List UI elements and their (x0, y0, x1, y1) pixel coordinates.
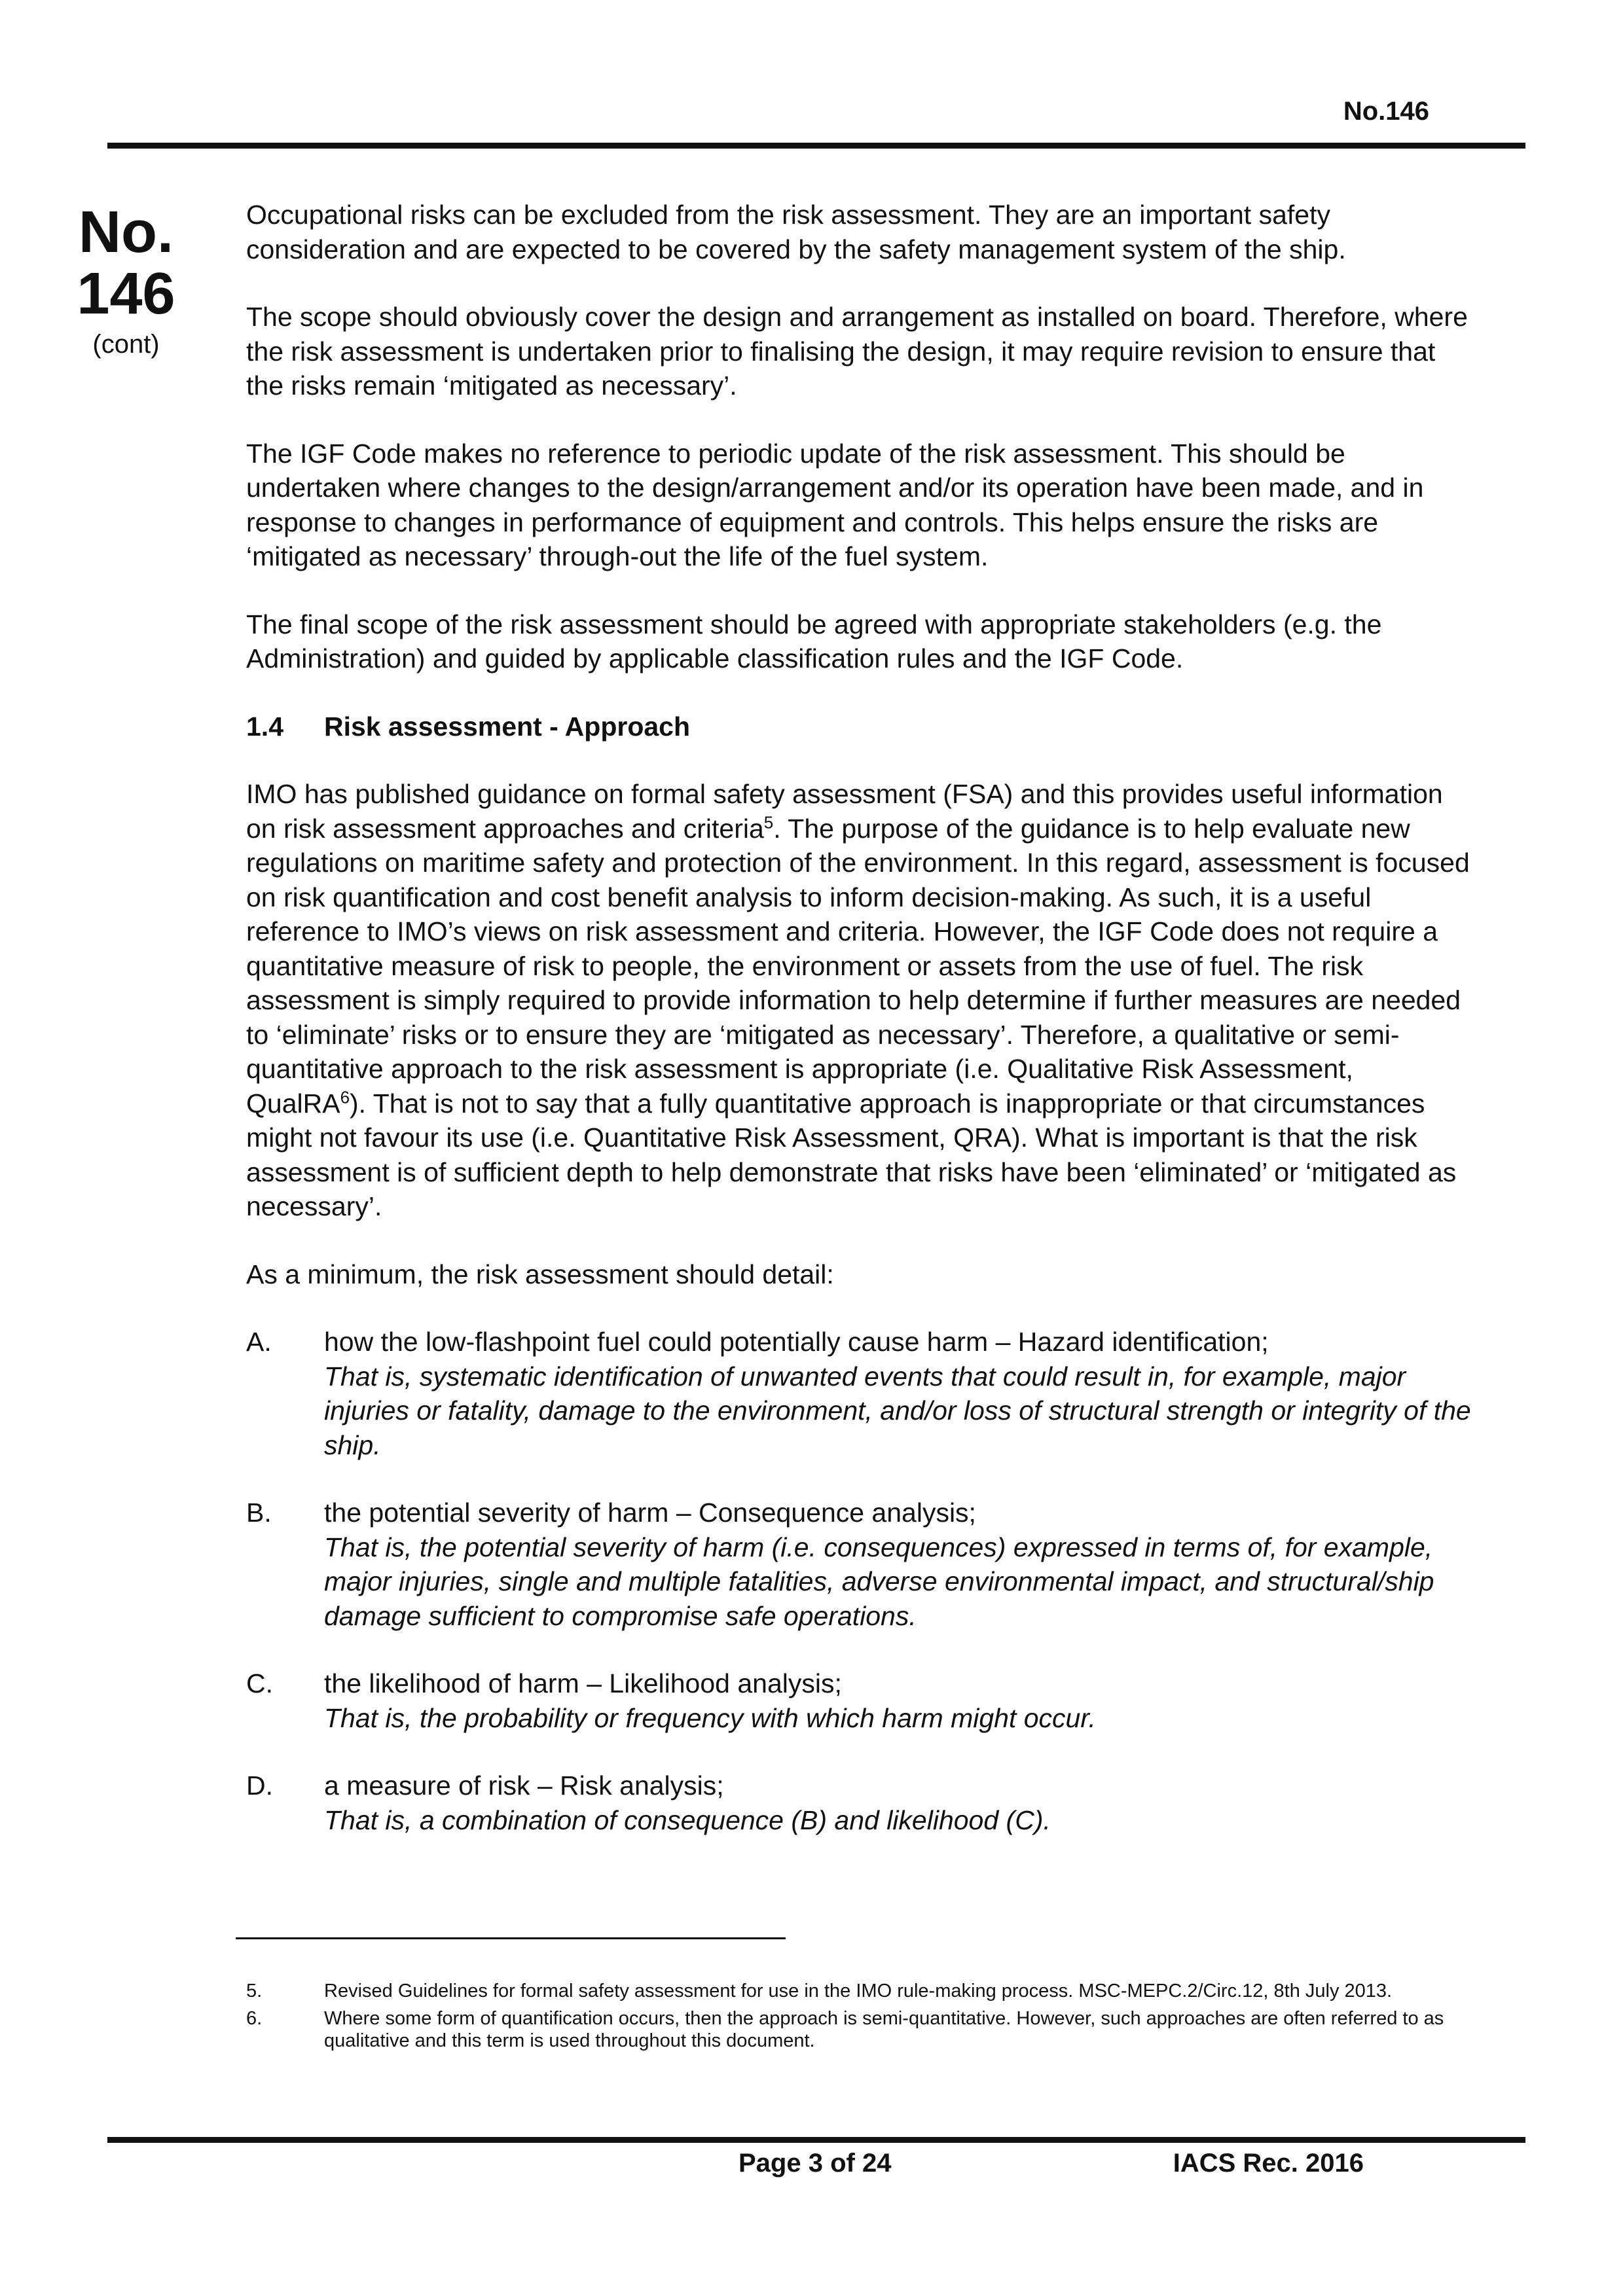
paragraph-approach (246, 777, 1477, 1224)
footnote (246, 1980, 1477, 2002)
footnote-number: 5. (246, 1981, 263, 2001)
header-doc-number: No.146 (1343, 97, 1429, 126)
list-item-description: That is, systematic identification of unwanted events that could result in, for example, major injuries or fatality, damage to the environment, and/or loss of structural strength or integrity of the ship. (324, 1361, 1471, 1460)
section-title: Risk assessment - Approach (324, 711, 691, 742)
header-rule (107, 143, 1525, 149)
approach-text-2: . The purpose of the guidance is to help evaluate new regulations on maritime safety and protection of the environment. In this regard, assessment is focused on risk quantification and cost benefit analysis to inform decision-making. As such, it is a useful reference to IMO’s views on risk assessment and criteria. However, the IGF Code does not require a quantitative measure of risk to people, the environment or assets from the use of fuel. The risk assessment is simply required to provide information to help determine if further measures are needed to ‘eliminate’ risks or to ensure they are ‘mitigated as necessary’. Therefore, a qualitative or semi-quantitative approach to the risk assessment is appropriate (i.e. Qualitative Risk Assessment, QualRA (246, 813, 1470, 1119)
footnote-number: 6. (246, 2008, 263, 2029)
paragraph-occupational-risks: Occupational risks can be excluded from the risk assessment. They are an important safety consideration and are expected to be covered by the safety management system of the ship. (246, 200, 1346, 264)
section-heading (246, 709, 1477, 744)
list-item-description: That is, the probability or frequency with which harm might occur. (324, 1702, 1096, 1733)
main-content (246, 198, 1477, 1871)
list-item-text: the potential severity of harm – Consequence analysis; (324, 1498, 976, 1528)
list-item-letter: C. (246, 1668, 273, 1698)
sidebar-number: 146 (77, 261, 175, 327)
paragraph-final-scope: The final scope of the risk assessment should be agreed with appropriate stakeholders (e.g. the Administration) and guided by applicable classification rules and the IGF Code. (246, 609, 1382, 673)
footnote-text: Revised Guidelines for formal safety assessment for use in the IMO rule-making process. MSC-MEPC.2/Circ.12, 8th July 2013. (324, 1981, 1393, 2001)
list-item (246, 1768, 1477, 1837)
footnote-ref-6[interactable]: 6 (340, 1086, 350, 1107)
sidebar-cont: (cont) (92, 330, 160, 359)
list-item-text: a measure of risk – Risk analysis; (324, 1770, 724, 1801)
approach-text-3: ). That is not to say that a fully quantitative approach is inappropriate or that circumstances might not favour its use (i.e. Quantitative Risk Assessment, QRA). What is important is that the risk assessment is of sufficient depth to help demonstrate that risks have been ‘eliminated’ or ‘mitigated as necessary’. (246, 1088, 1457, 1221)
list-item (246, 1325, 1477, 1462)
footnote-text: Where some form of quantification occurs, then the approach is semi-quantitative. However, such approaches are often referred to as qualitative and this term is used throughout this document. (324, 2008, 1444, 2051)
footer-rule (107, 2137, 1525, 2143)
approach-text-1: IMO has published guidance on formal safety assessment (FSA) and this provides useful information on risk assessment approaches and criteria (246, 779, 1443, 844)
paragraph-scope: The scope should obviously cover the design and arrangement as installed on board. Therefore, where the risk assessment is undertaken prior to finalising the design, it may require revision to ensure that the risks remain ‘mitigated as necessary’. (246, 302, 1468, 401)
paragraph-minimum: As a minimum, the risk assessment should detail: (246, 1259, 834, 1289)
list-item-text: how the low-flashpoint fuel could potentially cause harm – Hazard identification; (324, 1327, 1269, 1357)
section-number: 1.4 (246, 711, 283, 742)
list-item-description: That is, a combination of consequence (B) and likelihood (C). (324, 1804, 1051, 1835)
list-item-description: That is, the potential severity of harm (i.e. consequences) expressed in terms of, for example, major injuries, single and multiple fatalities, adverse environmental impact, and structural/ship damage sufficient to compromise safe operations. (324, 1532, 1434, 1631)
paragraph-periodic-update: The IGF Code makes no reference to periodic update of the risk assessment. This should be undertaken where changes to the design/arrangement and/or its operation have been made, and in response to changes in performance of equipment and controls. This helps ensure the risks are ‘mitigated as necessary’ through-out the life of the fuel system. (246, 438, 1424, 571)
list-item-letter: B. (246, 1498, 272, 1528)
footer-page-number: Page 3 of 24 (739, 2149, 892, 2178)
list-item-letter: A. (246, 1327, 272, 1357)
footnotes (246, 1980, 1477, 2057)
footnote (246, 2007, 1477, 2052)
list-item (246, 1666, 1477, 1735)
footnote-separator (236, 1937, 786, 1939)
list-item (246, 1496, 1477, 1633)
footnote-ref-5[interactable]: 5 (763, 812, 774, 832)
list-item-letter: D. (246, 1770, 273, 1801)
sidebar-no: No. (79, 200, 173, 265)
sidebar-label (65, 202, 187, 359)
footer-organization: IACS Rec. 2016 (1173, 2149, 1364, 2178)
list-item-text: the likelihood of harm – Likelihood analysis; (324, 1668, 842, 1698)
